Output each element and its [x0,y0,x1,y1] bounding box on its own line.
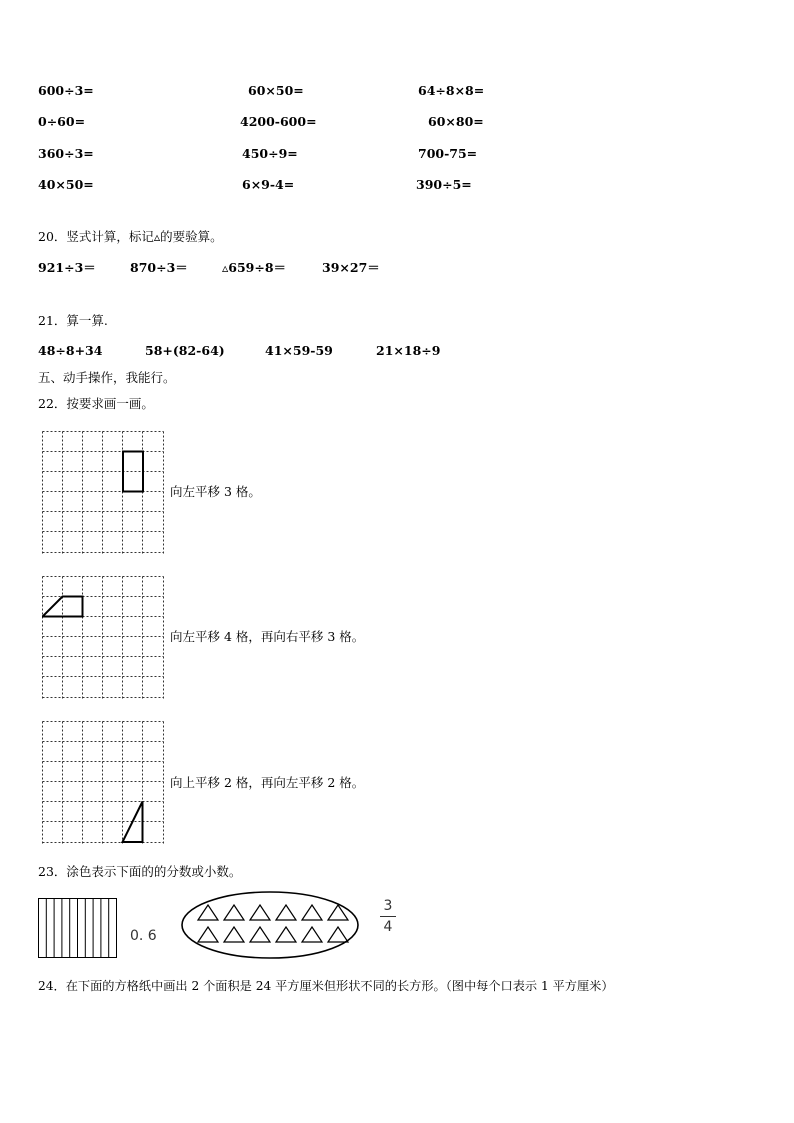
grid-2 [42,576,164,698]
triangle-icon [250,927,270,942]
q20-title: 20．竖式计算，标记▵的要验算。 [38,229,223,244]
calc-4-1: 40×50= [38,177,94,192]
calc-3-1: 360÷3= [38,146,94,161]
triangle-icon [328,927,348,942]
calc-3-3: 700-75= [418,146,478,161]
q23-title: 23．涂色表示下面的的分数或小数。 [38,864,242,879]
calc-3-2: 450÷9= [242,146,298,161]
q20-item-1: 921÷3＝ [38,260,96,275]
triangle-icon [276,905,296,920]
fraction-numerator: 3 [383,898,393,914]
grid-3 [42,721,164,843]
calc-1-3: 64÷8×8= [418,83,485,98]
calc-1-2: 60×50= [248,83,304,98]
q21-item-1: 48÷8+34 [38,343,103,358]
calc-4-2: 6×9-4= [242,177,295,192]
q22-task-1: 向左平移 3 格。 [170,484,261,499]
calc-1-1: 600÷3= [38,83,94,98]
calc-4-3: 390÷5= [416,177,472,192]
calc-2-1: 0÷60= [38,114,86,129]
triangles-ellipse-figure [180,890,360,964]
triangle-icon [224,905,244,920]
triangle-icon [198,927,218,942]
q20-item-4: 39×27＝ [322,260,380,275]
q21-item-3: 41×59-59 [265,343,333,358]
triangle-icon [302,927,322,942]
triangle-icon [276,927,296,942]
q21-item-2: 58+(82-64) [145,343,225,358]
calc-2-3: 60×80= [428,114,484,129]
decimal-label: 0. 6 [130,928,157,944]
fraction-denominator: 4 [383,919,393,935]
q22-title: 22．按要求画一画。 [38,396,154,411]
triangle-icon [302,905,322,920]
triangle-icon [198,905,218,920]
q22-task-2: 向左平移 4 格，再向右平移 3 格。 [170,629,365,644]
q21-title: 21．算一算. [38,313,108,328]
grid-1 [42,431,164,553]
triangle-icon [224,927,244,942]
q21-item-4: 21×18÷9 [376,343,441,358]
q22-task-3: 向上平移 2 格，再向左平移 2 格。 [170,775,365,790]
calc-2-2: 4200-600= [240,114,317,129]
triangle-icon [250,905,270,920]
bar-strips-figure [38,898,118,962]
q20-item-3: ▵659÷8＝ [222,260,287,275]
q20-item-2: 870÷3＝ [130,260,188,275]
section-5-heading: 五、动手操作，我能行。 [38,370,176,385]
q24-title: 24．在下面的方格纸中画出 2 个面积是 24 平方厘米但形状不同的长方形。（图中每个口表示 1 平方厘米） [38,979,614,993]
fraction-label [380,899,396,934]
